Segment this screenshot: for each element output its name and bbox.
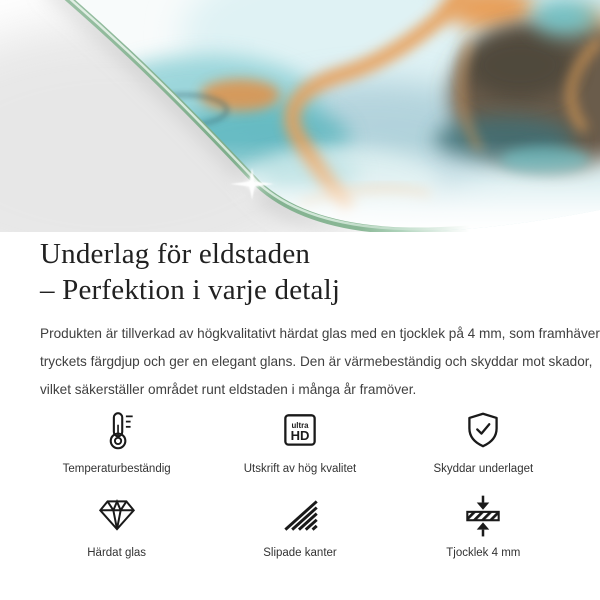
svg-text:ultra: ultra xyxy=(291,420,309,430)
svg-text:HD: HD xyxy=(290,427,310,443)
product-description xyxy=(40,320,600,404)
diamond-icon xyxy=(94,492,140,538)
ultra-hd-icon xyxy=(277,408,323,454)
glass-panel-art xyxy=(0,0,600,232)
feature-temperature xyxy=(25,408,208,476)
description-line: tryckets färgdjup och ger en elegant glans. Den är värmebeständig och skyddar mot skador, xyxy=(40,354,593,369)
description-line: Produkten är tillverkad av högkvalitativt härdat glas med en tjocklek på 4 mm, som framhäver xyxy=(40,326,600,341)
feature-label: Utskrift av hög kvalitet xyxy=(243,463,357,475)
feature-label: Härdat glas xyxy=(87,547,147,559)
beveled-edges-icon xyxy=(277,492,323,538)
feature-protects-surface xyxy=(392,408,575,476)
feature-thickness xyxy=(392,492,575,560)
text-content xyxy=(0,236,600,404)
feature-label: Tjocklek 4 mm xyxy=(446,547,521,559)
page-title-line-1: Underlag för eldstaden xyxy=(40,238,311,270)
page-title-line-2: – Perfektion i varje detalj xyxy=(40,274,341,306)
thermometer-icon xyxy=(94,408,140,454)
thickness-icon xyxy=(460,492,506,538)
feature-print-quality xyxy=(208,408,391,476)
description-line: vilket säkerställer området runt eldstaden i många år framöver. xyxy=(40,382,417,397)
shield-check-icon xyxy=(460,408,506,454)
page-title xyxy=(40,236,560,308)
feature-label: Temperaturbeständig xyxy=(62,463,171,475)
feature-polished-edges xyxy=(208,492,391,560)
hero-image xyxy=(0,0,600,232)
feature-tempered-glass xyxy=(25,492,208,560)
feature-label: Slipade kanter xyxy=(263,547,337,559)
features-grid xyxy=(0,408,600,560)
feature-label: Skyddar underlaget xyxy=(433,463,534,475)
